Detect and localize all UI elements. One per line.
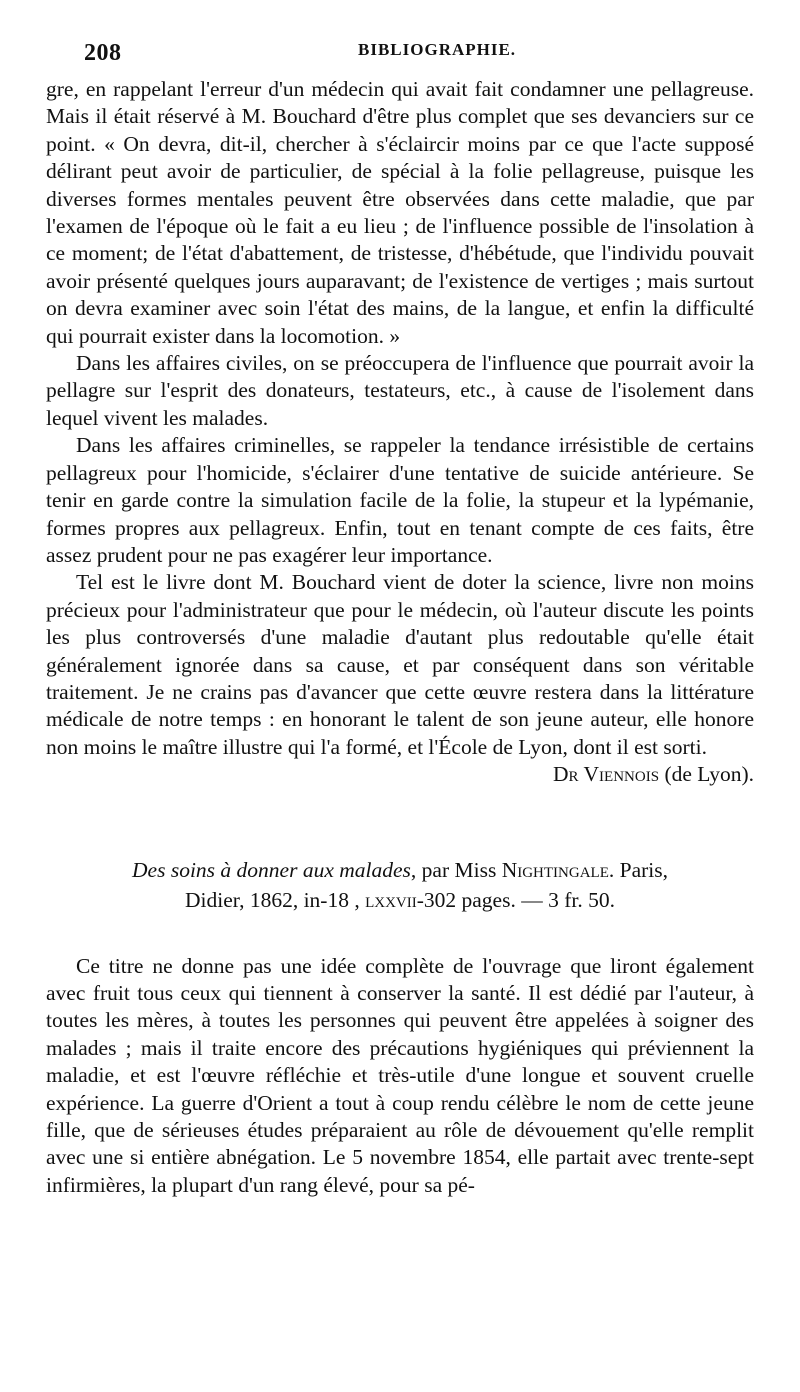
- signature-place: (de Lyon).: [664, 762, 754, 787]
- book-pages: lxxvii-302: [365, 887, 457, 912]
- page-number: 208: [84, 40, 122, 66]
- book-details-1: . Paris,: [608, 857, 668, 882]
- running-head: BIBLIOGRAPHIE.: [358, 40, 517, 59]
- signature: [46, 761, 754, 788]
- book-details-2b: pages. — 3 fr. 50.: [456, 887, 615, 912]
- paragraph: Dans les affaires criminelles, se rappeler la tendance irrésistible de certains pellagreux pour l'homicide, s'éclairer d'une tentative de suicide antérieure. Se tenir en garde contre la simulation facile de la folie, la stupeur et la lypémanie, formes propres aux pellagreux. Enfin, tout en tenant compte de ces faits, être assez prudent pour ne pas exagérer leur importance.: [46, 433, 754, 567]
- signature-name: Dr Viennois: [553, 762, 660, 787]
- article-body: [46, 76, 754, 789]
- review-body: [46, 953, 754, 1200]
- page-header: [46, 0, 754, 76]
- paragraph: Dans les affaires civiles, on se préoccupera de l'influence que pourrait avoir la pellagre sur l'esprit des donateurs, testateurs, etc., à cause de l'isolement dans lequel vivent les malades.: [46, 351, 754, 430]
- book-author: Nightingale: [501, 857, 609, 882]
- review-heading: [46, 855, 754, 915]
- paragraph: Tel est le livre dont M. Bouchard vient de doter la science, livre non moins précieux pour l'administrateur que pour le médecin, où l'auteur discute les points les plus controversés d'une maladie d'autant plus redoutable qu'elle était généralement ignorée dans sa cause, et par conséquent dans son véritable traitement. Je ne crains pas d'avancer que cette œuvre restera dans la littérature médicale de notre temps : en honorant le talent de son jeune auteur, elle honore non moins le maître illustre qui l'a formé, et l'École de Lyon, dont il est sorti.: [46, 570, 754, 759]
- book-details-2a: Didier, 1862, in-18 ,: [185, 887, 366, 912]
- book-title: Des soins à donner aux malades: [132, 857, 411, 882]
- review-paragraph: Ce titre ne donne pas une idée complète de l'ouvrage que liront également avec fruit tous ceux qui tiennent à conserver la santé. Il est dédié par l'auteur, à toutes les mères, à toutes les personnes qui peuvent être appelées à soigner des malades ; mais il traite encore des précautions hygiéniques qui préviennent la maladie, et est l'œuvre réfléchie et très-utile d'une longue et souvent cruelle expérience. La guerre d'Orient a tout à coup rendu célèbre le nom de cette jeune fille, que de sérieuses études préparaient au rôle de dévouement qu'elle remplit avec une si entière abnégation. Le 5 novembre 1854, elle partait avec trente-sept infirmières, la plupart d'un rang élevé, pour sa pé-: [46, 953, 754, 1197]
- paragraph: gre, en rappelant l'erreur d'un médecin qui avait fait condamner une pellagreuse. Mais il était réservé à M. Bouchard d'être plus complet que ses devanciers sur ce point. « On devra, dit-il, chercher à s'éclaircir moins par ce que l'acte supposé délirant peut avoir de particulier, de spécial à la folie pellagreuse, puisque les diverses formes mentales peuvent être observées dans cette maladie, que par l'examen de l'époque où le fait a eu lieu ; de l'influence possible de l'insolation à ce moment; de l'état d'abattement, de tristesse, d'hébétude, que l'individu pouvait avoir présenté quelques jours auparavant; de l'existence de vertiges ; mais surtout on devra examiner avec soin l'état des mains, de la langue, et enfin la difficulté qui pourrait exister dans la locomotion. »: [46, 77, 754, 348]
- book-by: , par Miss: [410, 857, 497, 882]
